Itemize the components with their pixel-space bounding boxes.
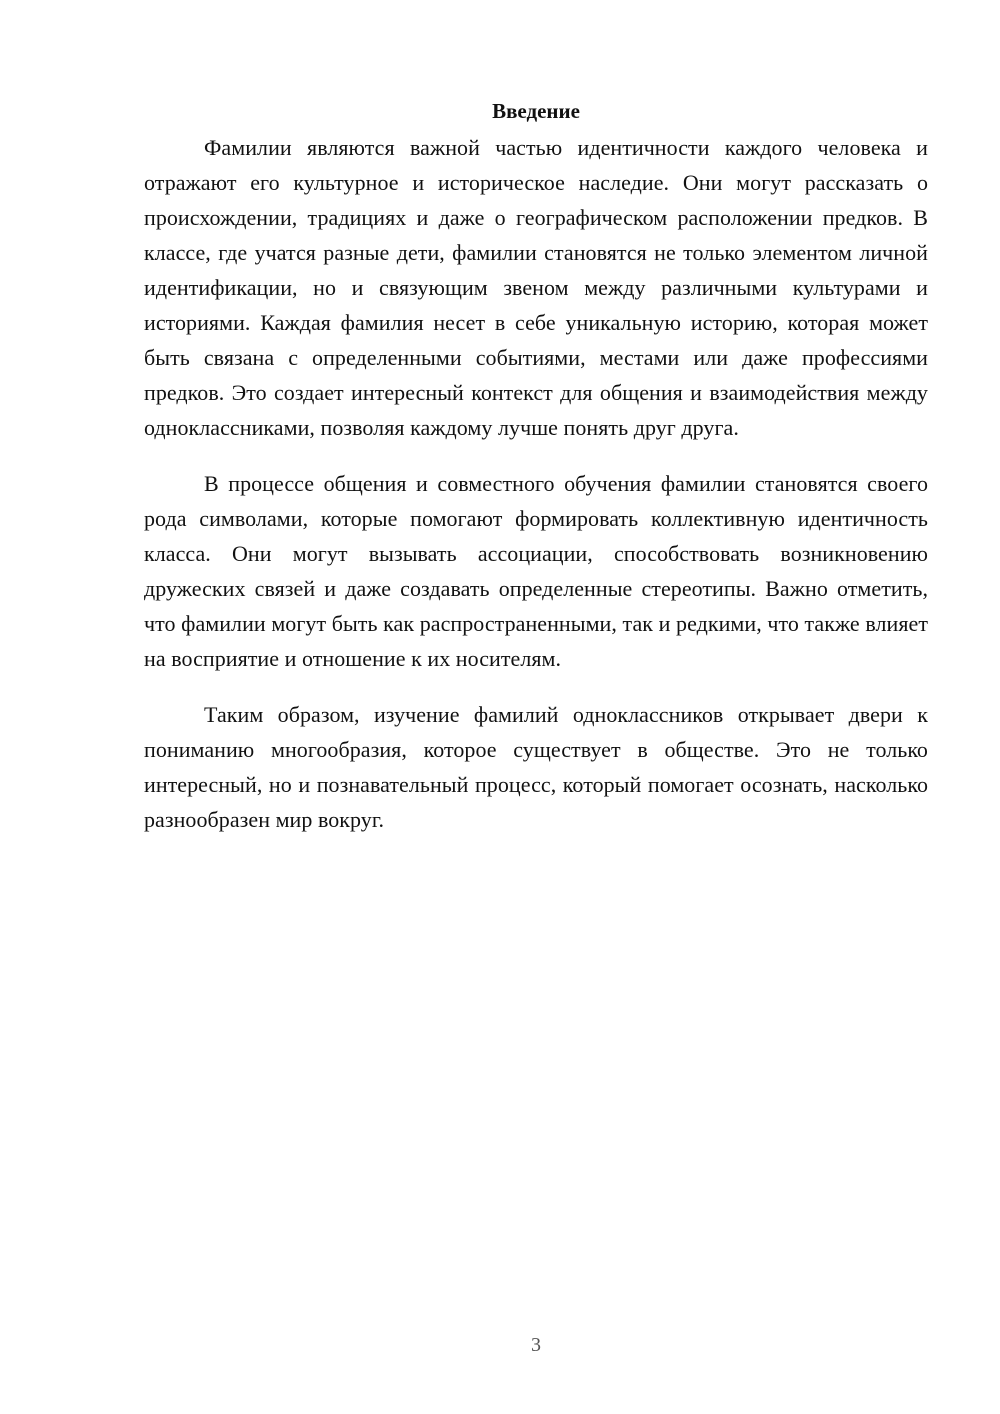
section-heading: Введение	[492, 99, 580, 123]
paragraph-1: Фамилии являются важной частью идентичности каждого человека и отражают его культурное и историческое наследие. Они могут рассказать о происхождении, традициях и даже о географическом расположении предков. В классе, где учатся разные дети, фамилии становятся не только элементом личной идентификации, но и связующим звеном между различными культурами и историями. Каждая фамилия несет в себе уникальную историю, которая может быть связана с определенными событиями, местами или даже профессиями предков. Это создает интересный контекст для общения и взаимодействия между одноклассниками, позволяя каждому лучше понять друг друга.	[144, 135, 928, 440]
page-number: 3	[531, 1334, 541, 1356]
paragraph-3: Таким образом, изучение фамилий одноклассников открывает двери к пониманию многообразия, которое существует в обществе. Это не только интересный, но и познавательный процесс, который помогает осознать, насколько разнообразен мир вокруг.	[144, 702, 928, 832]
paragraph-2: В процессе общения и совместного обучения фамилии становятся своего рода символами, которые помогают формировать коллективную идентичность класса. Они могут вызывать ассоциации, способствовать возникновению дружеских связей и даже создавать определенные стереотипы. Важно отметить, что фамилии могут быть как распространенными, так и редкими, что также влияет на восприятие и отношение к их носителям.	[144, 471, 928, 671]
page-content	[144, 96, 928, 837]
